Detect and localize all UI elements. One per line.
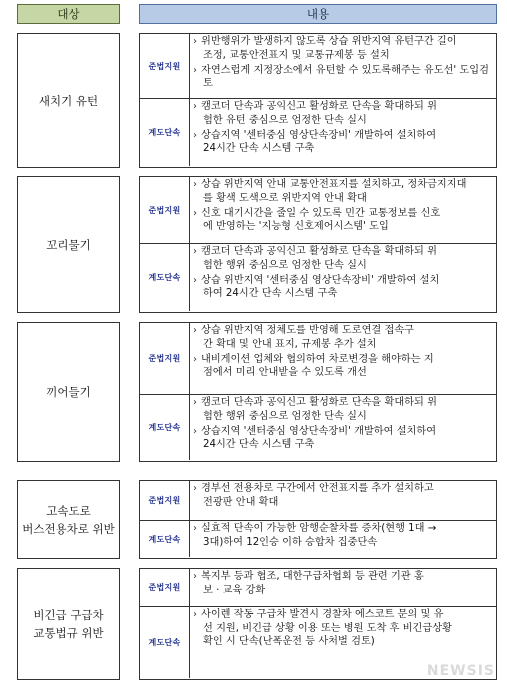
item-text: › 캠코더 단속과 공익신고 활성화로 단속을 확대하되 위 <box>201 397 437 408</box>
item-text: 조정, 교통안전표지 및 교통규제봉 등 설치 <box>203 49 390 61</box>
item-list <box>190 481 496 520</box>
content-rows <box>139 33 497 168</box>
list-item <box>193 129 493 156</box>
item-list <box>190 244 496 311</box>
group <box>17 568 497 680</box>
item-text: 토 <box>203 78 213 89</box>
item-text: › 상습지역 '센터중심 영상단속장비' 개발하여 설치하여 <box>201 425 437 437</box>
item-text: › 상습 위반지역 '센터중심 영상단속장비' 개발하여 설치 <box>201 274 440 286</box>
category-label: 끼어들기 <box>46 385 91 399</box>
row-type-label: 계도단속 <box>140 395 190 460</box>
list-item <box>193 324 493 351</box>
list-item <box>193 100 493 127</box>
content-row <box>140 177 496 243</box>
content-row <box>140 394 496 460</box>
item-list <box>190 569 496 606</box>
item-list <box>190 177 496 243</box>
item-text: › 사이렌 작동 구급차 발견시 경찰차 에스코트 문의 및 유 <box>201 609 444 620</box>
content-row <box>140 481 496 520</box>
category-label: 새치기 유턴 <box>38 93 99 108</box>
item-text: 험한 행위 중심으로 엄정한 단속 실시 <box>203 410 367 422</box>
item-text: 점에서 미리 안내받을 수 있도록 개선 <box>203 367 367 378</box>
content-row <box>140 243 496 311</box>
item-text: › 내비게이션 업체와 협의하여 차로변경을 해야하는 지 <box>201 353 434 365</box>
item-text: › 경부선 전용차로 구간에서 안전표지를 추가 설치하고 <box>201 483 434 494</box>
item-text: 에 반영하는 '지능형 신호제어시스템' 도입 <box>203 221 389 232</box>
item-list <box>190 395 496 460</box>
row-type-label: 계도단속 <box>140 99 190 166</box>
content-row <box>140 520 496 557</box>
item-text: › 신호 대기시간을 줄일 수 있도록 민간 교통정보를 신호 <box>201 207 441 219</box>
category-cell <box>17 568 120 680</box>
item-text: 를 황색 도색으로 위반지역 안내 확대 <box>203 192 367 204</box>
item-text: 험한 유턴 중심으로 엄정한 단속 실시 <box>203 114 367 126</box>
content-rows <box>139 176 497 313</box>
item-text: › 상습 위반지역 정체도를 반영해 도로연결 접속구 <box>201 325 415 336</box>
content-rows <box>139 322 497 462</box>
item-text: › 상습 위반지역 안내 교통안전표지를 설치하고, 정차금지지대 <box>201 179 467 190</box>
item-text: 보 · 교육 강화 <box>203 584 266 596</box>
item-text: 24시간 단속 시스템 구축 <box>203 143 315 154</box>
category-label: 고속도로 <box>46 503 91 518</box>
list-item <box>193 35 493 62</box>
row-type-label: 계도단속 <box>140 521 190 557</box>
item-text: 3대)하여 12인승 이하 승합차 집중단속 <box>203 536 378 548</box>
content-row <box>140 98 496 166</box>
group <box>17 176 497 313</box>
item-list <box>190 323 496 394</box>
list-item <box>193 178 493 205</box>
content-row <box>140 34 496 98</box>
list-item <box>193 245 493 272</box>
list-item <box>193 274 493 301</box>
list-item <box>193 353 493 380</box>
content-rows <box>139 480 497 559</box>
item-text: 24시간 단속 시스템 구축 <box>203 439 315 450</box>
watermark: NEWSIS <box>426 663 495 679</box>
group <box>17 33 497 168</box>
row-type-label: 준법지원 <box>140 481 190 520</box>
category-label: 버스전용차로 위반 <box>22 521 115 536</box>
list-item <box>193 425 493 452</box>
item-text: › 복지부 등과 협조, 대한구급차협회 등 관련 기관 홍 <box>201 571 424 582</box>
group <box>17 322 497 462</box>
item-list <box>190 99 496 166</box>
list-item <box>193 482 493 509</box>
row-type-label: 준법지원 <box>140 323 190 394</box>
list-item <box>193 396 493 423</box>
category-cell <box>17 33 120 168</box>
item-text: › 캠코더 단속과 공익신고 활성화로 단속을 확대하되 위 <box>201 246 437 257</box>
row-type-label: 계도단속 <box>140 607 190 678</box>
category-label: 꼬리물기 <box>46 237 91 252</box>
category-cell <box>17 176 120 313</box>
row-type-label: 계도단속 <box>140 244 190 311</box>
item-list <box>190 521 496 557</box>
category-label: 비긴급 구급차 <box>33 608 104 622</box>
item-text: › 실효적 단속이 가능한 암행순찰차를 증차(현행 1대 → <box>201 523 437 534</box>
list-item <box>193 207 493 234</box>
item-text: › 자연스럽게 지정장소에서 유턴할 수 있도록해주는 유도선' 도입검 <box>201 64 489 76</box>
item-text: 확인 시 단속(난폭운전 등 사처벌 검토) <box>203 636 375 647</box>
item-text: 하여 24시간 단속 시스템 구축 <box>203 288 338 299</box>
category-label: 교통법규 위반 <box>33 626 104 640</box>
item-text: › 상습지역 '센터중심 영상단속장비' 개발하여 설치하여 <box>201 129 437 141</box>
item-text: 험한 행위 중심으로 엄정한 단속 실시 <box>203 259 367 271</box>
item-text: 선 지원, 비긴급 상황 이용 또는 병원 도착 후 비긴급상황 <box>203 622 452 634</box>
category-cell <box>17 480 120 559</box>
header-content: 내용 <box>139 4 497 24</box>
item-list <box>190 34 496 98</box>
row-type-label: 준법지원 <box>140 34 190 98</box>
item-text: › 캠코더 단속과 공익신고 활성화로 단속을 확대하되 위 <box>201 101 437 112</box>
list-item <box>193 64 493 91</box>
item-text: 간 확대 및 안내 표지, 규제봉 추가 설치 <box>203 338 377 350</box>
item-text: › 위반행위가 발생하지 않도록 상습 위반지역 유턴구간 길이 <box>201 36 457 47</box>
content-row <box>140 569 496 606</box>
row-type-label: 준법지원 <box>140 569 190 606</box>
list-item <box>193 522 493 549</box>
list-item <box>193 570 493 597</box>
item-text: 전광판 안내 확대 <box>203 496 279 508</box>
category-cell <box>17 322 120 462</box>
content-row <box>140 323 496 394</box>
list-item <box>193 608 493 649</box>
row-type-label: 준법지원 <box>140 177 190 243</box>
group <box>17 480 497 559</box>
header-target: 대상 <box>17 4 120 24</box>
